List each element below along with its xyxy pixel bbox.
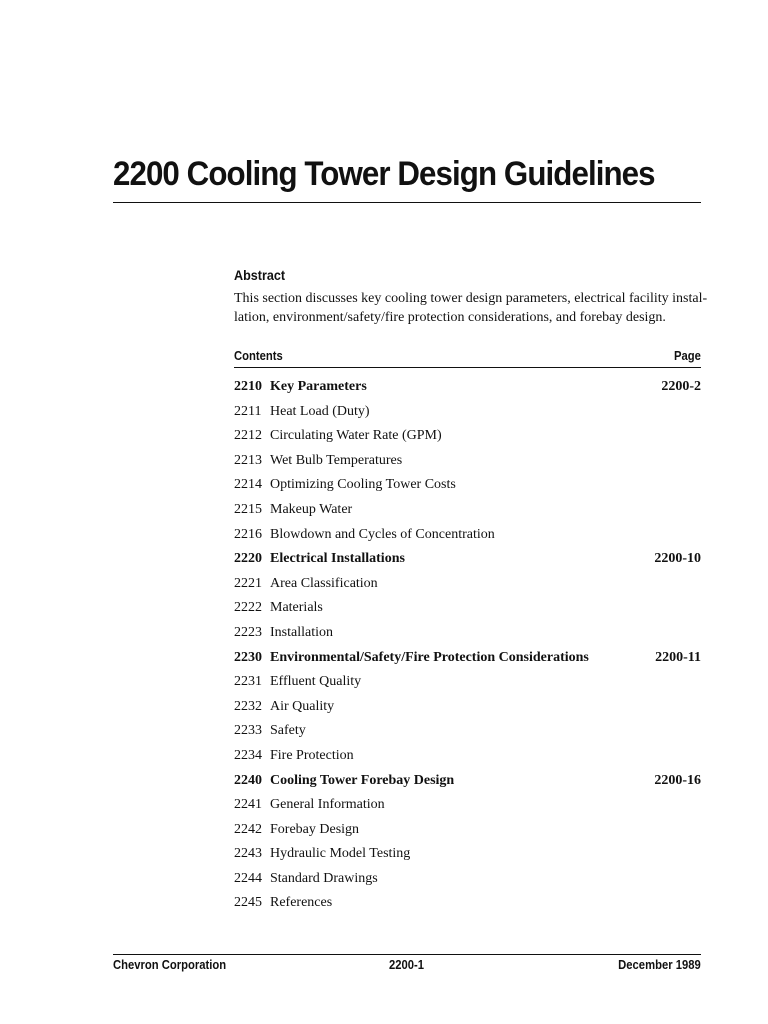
abstract-line: lation, environment/safety/fire protection considerations, and forebay design.	[234, 310, 666, 325]
abstract-line: This section discusses key cooling tower design parameters, electrical facility instal-	[234, 291, 708, 306]
toc-title: References	[270, 895, 333, 911]
toc-subsection-row	[234, 498, 701, 523]
toc-subsection-row	[234, 793, 701, 818]
toc-number: 2213	[234, 452, 262, 468]
footer-company: Chevron Corporation	[113, 958, 227, 972]
toc-title: Standard Drawings	[270, 870, 378, 886]
toc-number: 2215	[234, 501, 262, 517]
toc-number: 2221	[234, 575, 262, 591]
footer-divider	[113, 954, 701, 955]
toc-title: Installation	[270, 624, 333, 640]
toc-section-row	[234, 769, 701, 794]
toc-number: 2230	[234, 649, 262, 665]
toc-title: General Information	[270, 797, 385, 813]
toc-title: Blowdown and Cycles of Concentration	[270, 526, 495, 542]
footer-date: December 1989	[618, 958, 701, 972]
toc-subsection-row	[234, 424, 701, 449]
toc-number: 2210	[234, 379, 262, 394]
toc-subsection-row	[234, 523, 701, 548]
page-column-heading: Page	[674, 349, 701, 363]
toc-number: 2244	[234, 870, 262, 886]
toc-section-row	[234, 547, 701, 572]
toc-subsection-row	[234, 744, 701, 769]
abstract-heading: Abstract	[234, 267, 286, 283]
toc-number: 2214	[234, 477, 262, 493]
toc-title: Environmental/Safety/Fire Protection Considerations	[270, 649, 589, 665]
toc-page-number: 2200-10	[654, 551, 701, 567]
toc-title: Circulating Water Rate (GPM)	[270, 428, 442, 444]
toc-number: 2216	[234, 526, 262, 542]
toc-title: Cooling Tower Forebay Design	[270, 772, 455, 788]
toc-title: Air Quality	[270, 698, 335, 714]
toc-subsection-row	[234, 867, 701, 892]
toc-title: Heat Load (Duty)	[270, 403, 370, 419]
toc-title: Safety	[270, 723, 306, 739]
toc-number: 2245	[234, 895, 262, 911]
toc-subsection-row	[234, 695, 701, 720]
title-divider	[113, 202, 701, 203]
toc-title: Wet Bulb Temperatures	[270, 452, 403, 468]
toc-title: Electrical Installations	[270, 551, 405, 567]
toc-subsection-row	[234, 842, 701, 867]
toc-subsection-row	[234, 572, 701, 597]
toc-subsection-row	[234, 719, 701, 744]
toc-title: Hydraulic Model Testing	[270, 846, 411, 862]
toc-number: 2212	[234, 428, 262, 444]
toc-title: Effluent Quality	[270, 674, 362, 690]
page-title: 2200 Cooling Tower Design Guidelines	[113, 155, 655, 193]
toc-title: Optimizing Cooling Tower Costs	[270, 477, 456, 493]
toc-subsection-row	[234, 400, 701, 425]
contents-divider	[234, 367, 701, 368]
toc-number: 2211	[234, 403, 262, 419]
toc-title: Key Parameters	[270, 379, 367, 394]
toc-title: Area Classification	[270, 575, 378, 591]
toc-subsection-row	[234, 449, 701, 474]
table-of-contents	[234, 375, 701, 916]
footer-page-number: 2200-1	[389, 958, 425, 972]
toc-subsection-row	[234, 473, 701, 498]
toc-number: 2241	[234, 797, 262, 813]
toc-title: Materials	[270, 600, 323, 616]
contents-heading: Contents	[234, 349, 283, 363]
toc-number: 2231	[234, 674, 262, 690]
contents-header	[234, 349, 701, 367]
toc-number: 2233	[234, 723, 262, 739]
toc-subsection-row	[234, 621, 701, 646]
toc-number: 2222	[234, 600, 262, 616]
toc-number: 2232	[234, 698, 262, 714]
toc-page-number: 2200-2	[661, 379, 701, 394]
toc-subsection-row	[234, 596, 701, 621]
page-footer	[113, 958, 701, 976]
abstract-text	[234, 289, 708, 327]
toc-subsection-row	[234, 670, 701, 695]
toc-number: 2242	[234, 821, 262, 837]
toc-page-number: 2200-11	[655, 649, 701, 665]
toc-section-row	[234, 646, 701, 671]
toc-section-row	[234, 375, 701, 400]
toc-number: 2223	[234, 624, 262, 640]
toc-number: 2243	[234, 846, 262, 862]
toc-subsection-row	[234, 891, 701, 916]
toc-page-number: 2200-16	[654, 772, 701, 788]
toc-number: 2234	[234, 747, 262, 763]
toc-subsection-row	[234, 818, 701, 843]
toc-title: Makeup Water	[270, 501, 353, 517]
toc-number: 2240	[234, 772, 262, 788]
toc-number: 2220	[234, 551, 262, 567]
toc-title: Forebay Design	[270, 821, 360, 837]
toc-title: Fire Protection	[270, 747, 354, 763]
